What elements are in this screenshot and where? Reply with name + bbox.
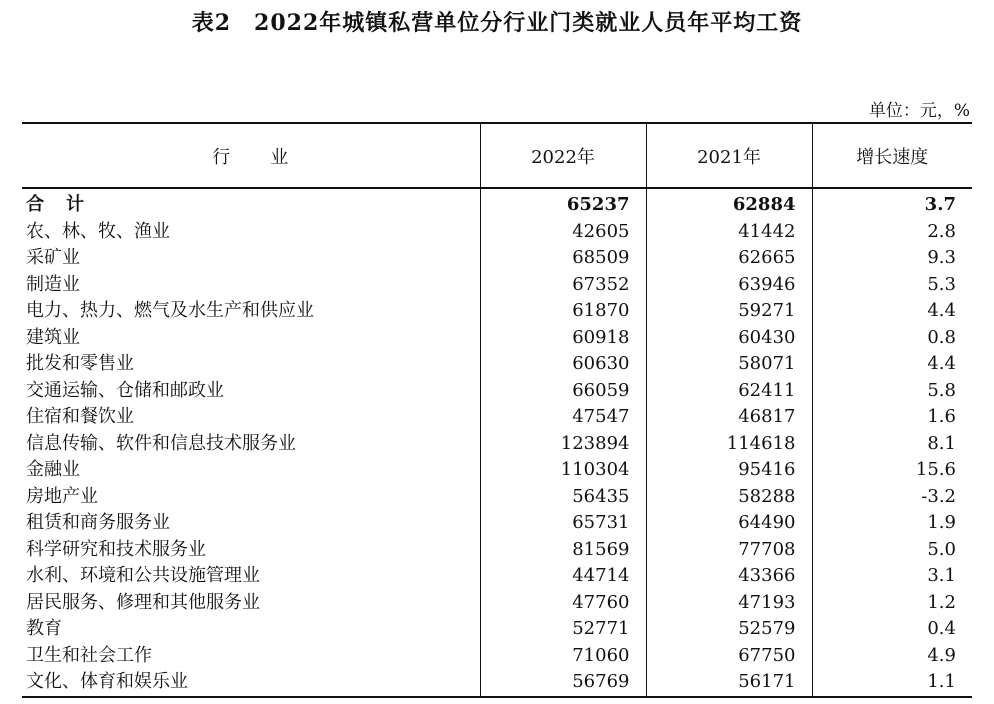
industry-cell: 房地产业	[26, 485, 98, 507]
header-industry: 行业	[22, 123, 480, 188]
value-2021-cell: 41442	[646, 219, 812, 246]
value-2021-cell: 46817	[646, 404, 812, 431]
table-row	[22, 404, 972, 431]
value-2021-cell: 58071	[646, 351, 812, 378]
growth-cell: 1.6	[812, 404, 972, 431]
industry-cell: 信息传输、软件和信息技术服务业	[26, 432, 296, 454]
table-row	[22, 643, 972, 670]
industry-cell: 水利、环境和公共设施管理业	[26, 565, 260, 586]
table-row	[22, 484, 972, 511]
growth-cell: 5.3	[812, 272, 972, 299]
growth-cell: 0.4	[812, 616, 972, 643]
wage-table	[22, 122, 972, 698]
industry-cell: 科学研究和技术服务业	[26, 538, 206, 560]
value-2022-cell: 65731	[480, 510, 646, 537]
industry-cell: 批发和零售业	[26, 353, 134, 374]
header-row	[22, 123, 972, 188]
table-row	[22, 431, 972, 458]
value-2021-cell: 114618	[646, 431, 812, 458]
table-row	[22, 378, 972, 405]
table-row	[22, 590, 972, 617]
value-2021-cell: 52579	[646, 616, 812, 643]
value-2022-cell: 56435	[480, 484, 646, 511]
growth-cell: 1.1	[812, 669, 972, 697]
growth-cell: 0.8	[812, 325, 972, 352]
value-2022-cell: 56769	[480, 669, 646, 697]
value-2021-cell: 62884	[646, 188, 812, 219]
table-row	[22, 325, 972, 352]
value-2022-cell: 52771	[480, 616, 646, 643]
unit-note: 单位：元，%	[868, 101, 970, 121]
growth-cell: 5.0	[812, 537, 972, 564]
table-row	[22, 616, 972, 643]
industry-cell: 金融业	[26, 459, 80, 480]
growth-cell: 15.6	[812, 457, 972, 484]
industry-cell: 租赁和商务服务业	[26, 512, 170, 533]
value-2021-cell: 43366	[646, 563, 812, 590]
value-2022-cell: 71060	[480, 643, 646, 670]
growth-cell: 4.4	[812, 351, 972, 378]
growth-cell: 1.2	[812, 590, 972, 617]
table-row	[22, 351, 972, 378]
value-2022-cell: 47547	[480, 404, 646, 431]
value-2021-cell: 67750	[646, 643, 812, 670]
growth-cell: -3.2	[812, 484, 972, 511]
growth-cell: 5.8	[812, 378, 972, 405]
value-2022-cell: 44714	[480, 563, 646, 590]
industry-cell: 制造业	[26, 273, 80, 295]
industry-cell: 文化、体育和娱乐业	[22, 669, 480, 697]
value-2022-cell: 60918	[480, 325, 646, 352]
table-row	[22, 510, 972, 537]
growth-cell: 9.3	[812, 245, 972, 272]
industry-cell: 卫生和社会工作	[26, 644, 152, 666]
value-2022-cell: 42605	[480, 219, 646, 246]
growth-cell: 3.1	[812, 563, 972, 590]
industry-cell: 电力、热力、燃气及水生产和供应业	[26, 300, 314, 321]
industry-cell: 建筑业	[26, 326, 80, 348]
value-2022-cell: 67352	[480, 272, 646, 299]
industry-cell: 住宿和餐饮业	[26, 406, 134, 427]
industry-cell: 合计	[26, 194, 106, 215]
value-2022-cell: 60630	[480, 351, 646, 378]
table-row	[22, 537, 972, 564]
industry-cell: 居民服务、修理和其他服务业	[26, 591, 260, 613]
growth-cell: 2.8	[812, 219, 972, 246]
value-2022-cell: 61870	[480, 298, 646, 325]
value-2022-cell: 66059	[480, 378, 646, 405]
value-2021-cell: 63946	[646, 272, 812, 299]
table-row	[22, 219, 972, 246]
table-row	[22, 457, 972, 484]
value-2021-cell: 77708	[646, 537, 812, 564]
value-2021-cell: 56171	[646, 669, 812, 697]
total-row	[22, 188, 972, 219]
growth-cell: 4.4	[812, 298, 972, 325]
value-2022-cell: 81569	[480, 537, 646, 564]
header-growth: 增长速度	[812, 123, 972, 188]
growth-cell: 8.1	[812, 431, 972, 458]
value-2022-cell: 110304	[480, 457, 646, 484]
value-2021-cell: 60430	[646, 325, 812, 352]
industry-cell: 农、林、牧、渔业	[26, 220, 170, 242]
table-row	[22, 245, 972, 272]
value-2021-cell: 62411	[646, 378, 812, 405]
value-2021-cell: 58288	[646, 484, 812, 511]
growth-cell: 1.9	[812, 510, 972, 537]
value-2021-cell: 47193	[646, 590, 812, 617]
value-2022-cell: 68509	[480, 245, 646, 272]
value-2021-cell: 95416	[646, 457, 812, 484]
industry-cell: 采矿业	[26, 247, 80, 268]
growth-cell: 4.9	[812, 643, 972, 670]
table-row	[22, 669, 972, 697]
value-2022-cell: 123894	[480, 431, 646, 458]
table-row	[22, 272, 972, 299]
value-2022-cell: 47760	[480, 590, 646, 617]
growth-cell: 3.7	[812, 188, 972, 219]
table-title: 表2 2022年城镇私营单位分行业门类就业人员年平均工资	[191, 10, 803, 36]
header-2021: 2021年	[646, 123, 812, 188]
industry-cell: 交通运输、仓储和邮政业	[26, 379, 224, 401]
header-2022: 2022年	[480, 123, 646, 188]
value-2021-cell: 62665	[646, 245, 812, 272]
value-2021-cell: 64490	[646, 510, 812, 537]
value-2022-cell: 65237	[480, 188, 646, 219]
industry-cell: 教育	[26, 618, 62, 639]
table-row	[22, 298, 972, 325]
value-2021-cell: 59271	[646, 298, 812, 325]
table-row	[22, 563, 972, 590]
